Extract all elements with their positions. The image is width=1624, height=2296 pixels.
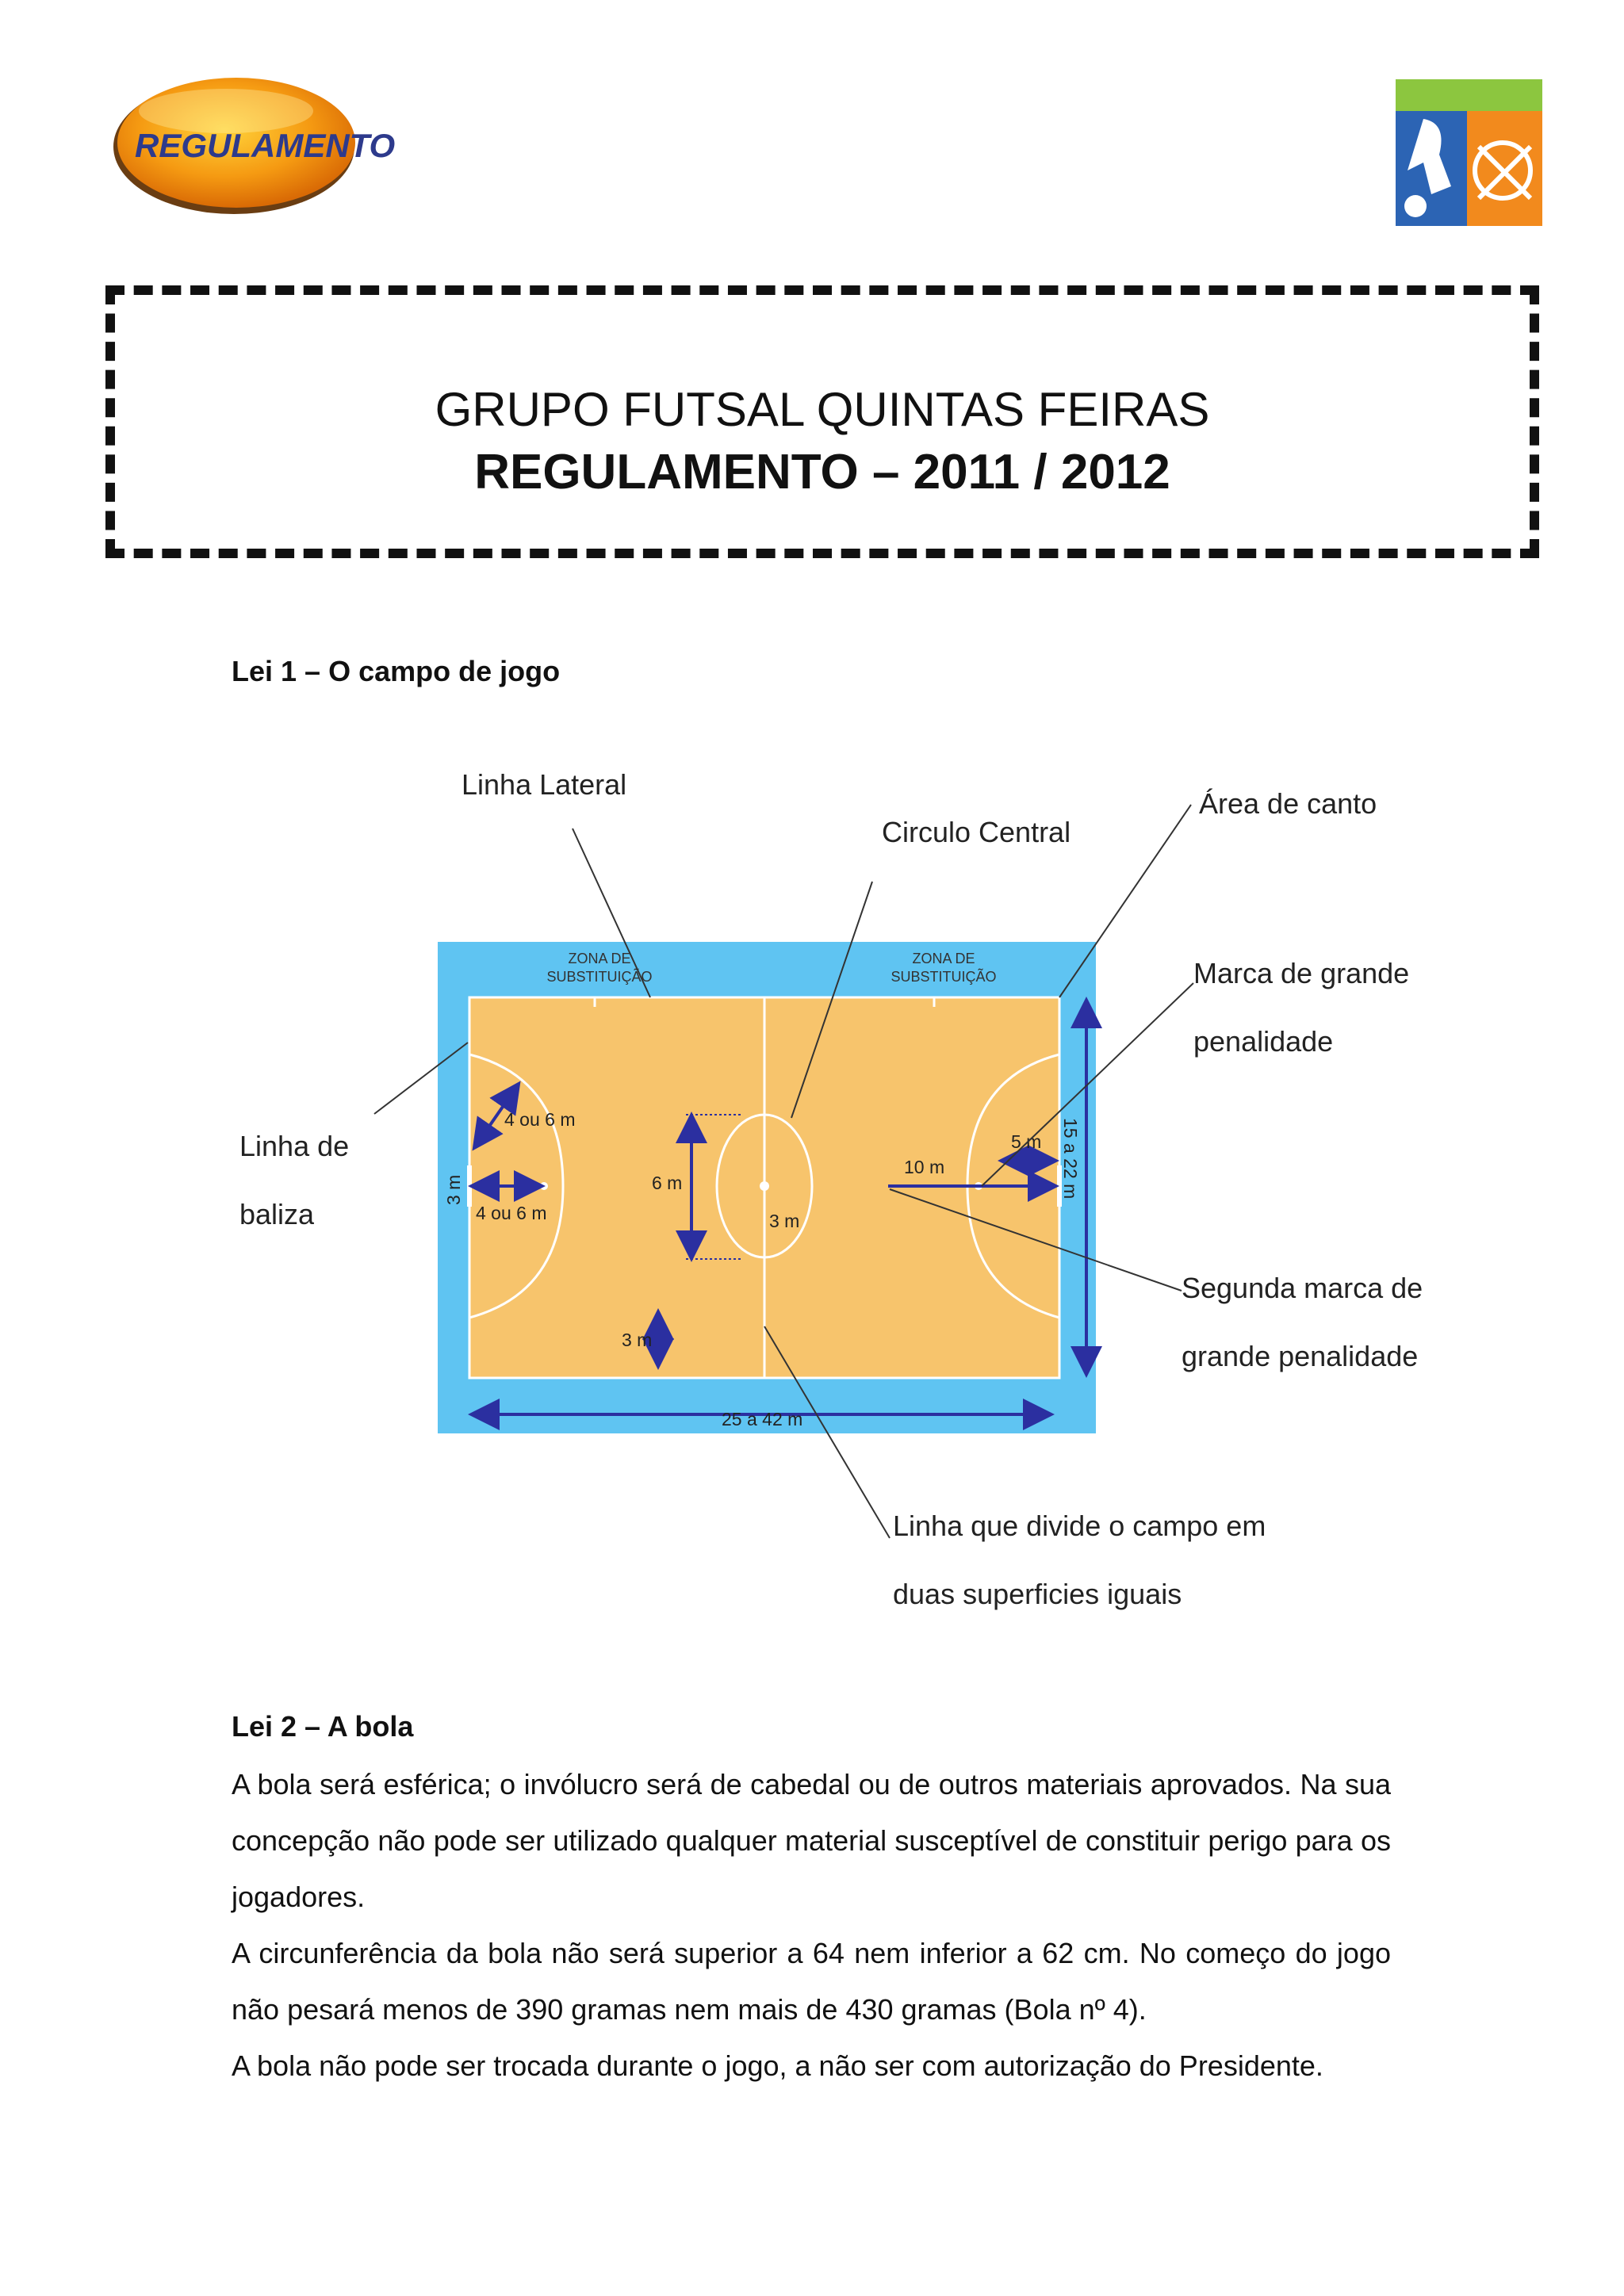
futsal-court-diagram (230, 745, 1435, 1633)
callout-segunda-marca-2: grande penalidade (1182, 1340, 1419, 1372)
law1-heading: Lei 1 – O campo de jogo (232, 655, 561, 687)
label-diag-4ou6: 4 ou 6 m (504, 1109, 576, 1130)
callout-segunda-marca-1: Segunda marca de (1182, 1272, 1423, 1304)
paragraph: A circunferência da bola não será superior a 64 nem inferior a 62 cm. No começo do jogo não pesará menos de 390 gramas nem mais de 430 gramas (Bola nº 4). (232, 1937, 1391, 2026)
zona-right-1: ZONA DE (912, 951, 975, 966)
label-3m-center: 3 m (769, 1211, 800, 1231)
law2-body (232, 1756, 1391, 2094)
law2-heading: Lei 2 – A bola (232, 1710, 414, 1743)
title-box (105, 285, 1539, 558)
label-10m: 10 m (904, 1157, 945, 1177)
left-penalty-mark (540, 1182, 548, 1190)
regulamento-logo (103, 63, 396, 222)
leader-area-canto (1059, 805, 1191, 997)
callout-circulo-central: Circulo Central (882, 816, 1071, 848)
group-title: GRUPO FUTSAL QUINTAS FEIRAS (435, 383, 1210, 436)
label-width-range: 15 a 22 m (1060, 1118, 1081, 1200)
label-3m-vertical: 3 m (443, 1174, 464, 1205)
callout-linha-baliza-1: Linha de (239, 1130, 350, 1162)
callout-linha-baliza-2: baliza (239, 1198, 315, 1230)
callout-linha-divide-2: duas superficies iguais (893, 1578, 1182, 1610)
label-length-range: 25 a 42 m (722, 1409, 803, 1429)
zona-right-2: SUBSTITUIÇÃO (891, 969, 997, 985)
callout-marca-grande-2: penalidade (1193, 1025, 1334, 1058)
callout-linha-lateral: Linha Lateral (462, 768, 627, 801)
label-6m: 6 m (652, 1173, 683, 1193)
center-spot (760, 1181, 769, 1191)
paragraph: A bola não pode ser trocada durante o jogo, a não ser com autorização do Presidente. (232, 2049, 1323, 2082)
callout-area-canto: Área de canto (1199, 787, 1377, 820)
logo-text: REGULAMENTO (135, 127, 396, 164)
callout-linha-divide-1: Linha que divide o campo em (893, 1510, 1266, 1542)
label-horiz-4ou6: 4 ou 6 m (476, 1203, 547, 1223)
regulation-title: REGULAMENTO – 2011 / 2012 (474, 445, 1170, 499)
label-5m: 5 m (1011, 1131, 1042, 1152)
label-3m-bottom: 3 m (622, 1330, 653, 1350)
paragraph: A bola será esférica; o invólucro será de cabedal ou de outros materiais aprovados. Na sua concepção não pode ser utilizado qualquer material susceptível de constituir perigo para os jogadores. (232, 1768, 1391, 1913)
zona-left-1: ZONA DE (568, 951, 631, 966)
callout-marca-grande-1: Marca de grande (1193, 957, 1410, 989)
futsal-logo (1392, 75, 1546, 230)
zona-left-2: SUBSTITUIÇÃO (546, 969, 653, 985)
